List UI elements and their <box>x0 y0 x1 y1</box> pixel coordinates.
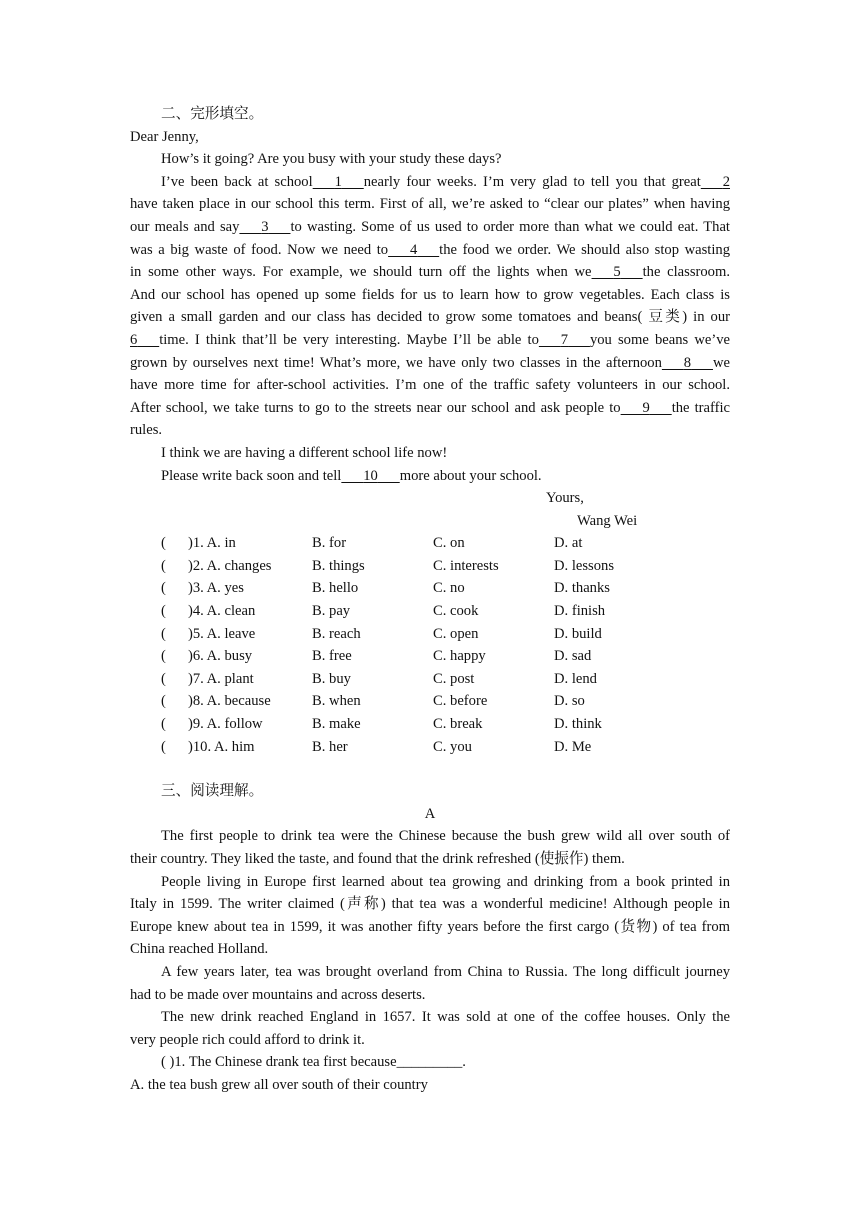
question-row <box>130 600 730 623</box>
option-b: B. make <box>312 716 361 733</box>
question-row <box>130 645 730 668</box>
option-a: )9. A. follow <box>188 716 263 733</box>
passage-line: The new drink reached England in 1657. It was sold at one of the coffee houses. Only the <box>161 1009 730 1026</box>
option-c: C. no <box>433 580 465 597</box>
option-c: C. you <box>433 738 472 755</box>
letter-line: rules. <box>130 422 163 439</box>
option-d: D. lend <box>554 670 597 687</box>
option-d: D. lessons <box>554 557 614 574</box>
letter-paragraph: I think we are having a different school life now! <box>161 444 448 461</box>
answer-paren: ( <box>161 535 166 552</box>
blank-4: 4 <box>409 241 418 258</box>
cloze-question-list <box>130 532 730 758</box>
option-d: D. thanks <box>554 580 610 597</box>
option-b: B. things <box>312 557 365 574</box>
question-row <box>130 623 730 646</box>
question-row <box>130 668 730 691</box>
letter-signature: Wang Wei <box>577 512 638 529</box>
option-c: C. before <box>433 693 488 710</box>
option-a: )6. A. busy <box>188 648 253 665</box>
blank-5: 5 <box>613 264 621 281</box>
passage-line: A few years later, tea was brought overland from China to Russia. The long difficult journey <box>161 963 730 980</box>
option-c: C. happy <box>433 648 486 665</box>
option-a: )8. A. because <box>188 693 271 710</box>
letter-line: Please write back soon and tell 10 more about your school. <box>130 465 730 488</box>
letter-line: grown by ourselves next time! What’s more, we have only two classes in the afternoon 8 we <box>130 352 730 375</box>
letter-line: I’ve been back at school 1 nearly four weeks. I’m very glad to tell you that great 2 <box>130 171 730 194</box>
passage-line: their country. They liked the taste, and found that the drink refreshed (使振作) them. <box>130 851 625 867</box>
option-d: D. finish <box>554 603 606 620</box>
option-d: D. at <box>554 535 583 552</box>
salutation: Dear Jenny, <box>130 128 199 145</box>
blank-3: 3 <box>261 218 269 235</box>
option-b: B. free <box>312 648 352 665</box>
answer-paren: ( <box>161 648 166 665</box>
letter-line: have taken place in our school this term. First of all, we’re asked to “clear our plates” when having <box>130 196 730 213</box>
letter-line: was a big waste of food. Now we need to 4 the food we order. We should also stop wasting <box>130 239 730 262</box>
option-c: C. break <box>433 716 483 733</box>
option-c: C. on <box>433 535 465 552</box>
passage-line: China reached Holland. <box>130 941 269 958</box>
option-a: )2. A. changes <box>188 557 272 574</box>
passage-line: Italy in 1599. The writer claimed (声称) that tea was a wonderful medicine! Although people in <box>130 896 730 913</box>
option-a: )1. A. in <box>188 535 236 552</box>
question-row <box>130 690 730 713</box>
option-d: D. sad <box>554 648 592 665</box>
option-b: B. hello <box>312 580 359 597</box>
answer-paren: ( <box>161 557 166 574</box>
answer-paren: ( <box>161 716 166 733</box>
answer-paren: ( <box>161 693 166 710</box>
letter-line: And our school has opened up some fields for us to learn how to grow vegetables. Each class is <box>130 286 730 303</box>
option-c: C. cook <box>433 603 479 620</box>
answer-paren: ( <box>161 580 166 597</box>
blank-6: 6 <box>130 331 138 348</box>
section-title: 三、阅读理解。 <box>161 783 264 800</box>
letter-line: 6 time. I think that’ll be very interesting. Maybe I’ll be able to 7 you some beans we’ve <box>130 329 730 352</box>
passage-line: People living in Europe first learned about tea growing and drinking from a book printed in <box>161 873 730 890</box>
blank-2: 2 <box>722 173 730 190</box>
reading-question: ( )1. The Chinese drank tea first because_________. <box>161 1054 466 1071</box>
option-a: )5. A. leave <box>188 625 256 642</box>
option-c: C. open <box>433 625 479 642</box>
passage-line: The first people to drink tea were the Chinese because the bush grew wild all over south of <box>161 828 730 845</box>
reading-option: A. the tea bush grew all over south of their country <box>130 1076 428 1093</box>
option-a: )3. A. yes <box>188 580 244 597</box>
blank-8: 8 <box>683 354 692 371</box>
option-b: B. reach <box>312 625 361 642</box>
option-a: )4. A. clean <box>188 603 256 620</box>
blank-7: 7 <box>560 331 569 348</box>
letter-paragraph: How’s it going? Are you busy with your study these days? <box>161 151 502 168</box>
option-d: D. build <box>554 625 602 642</box>
question-row <box>130 577 730 600</box>
blank-1: 1 <box>334 173 342 190</box>
option-d: D. Me <box>554 738 592 755</box>
option-d: D. so <box>554 693 585 710</box>
letter-line: have more time for after-school activities. I’m one of the traffic safety volunteers in our school. <box>130 377 730 394</box>
option-b: B. pay <box>312 603 351 620</box>
question-row <box>130 713 730 736</box>
answer-paren: ( <box>161 603 166 620</box>
passage-label: A <box>424 805 436 822</box>
letter-line: After school, we take turns to go to the streets near our school and ask people to 9 the traffic <box>130 397 730 420</box>
option-c: C. interests <box>433 557 499 574</box>
option-c: C. post <box>433 670 475 687</box>
option-b: B. for <box>312 535 347 552</box>
document-page <box>130 103 730 1097</box>
question-row <box>130 532 730 555</box>
answer-paren: ( <box>161 738 166 755</box>
passage-line: very people rich could afford to drink it. <box>130 1031 365 1048</box>
blank-9: 9 <box>642 399 650 416</box>
option-b: B. when <box>312 693 361 710</box>
question-row <box>130 736 730 759</box>
letter-line: given a small garden and our class has decided to grow some tomatoes and beans( 豆类) in our <box>130 309 730 326</box>
passage-line: had to be made over mountains and across deserts. <box>130 986 426 1003</box>
option-a: )10. A. him <box>188 738 255 755</box>
option-b: B. buy <box>312 670 351 687</box>
letter-line: in some other ways. For example, we should turn off the lights when we 5 the classroom. <box>130 261 730 284</box>
letter-closing: Yours, <box>546 490 584 507</box>
option-a: )7. A. plant <box>188 670 254 687</box>
section-title: 二、完形填空。 <box>161 106 264 122</box>
option-b: B. her <box>312 738 348 755</box>
letter-line: our meals and say 3 to wasting. Some of us used to order more than what we could eat. That <box>130 216 730 239</box>
blank-10: 10 <box>363 467 378 484</box>
question-row <box>130 555 730 578</box>
passage-line: Europe knew about tea in 1599, it was another fifty years before the first cargo (货物) of tea from <box>130 918 730 935</box>
answer-paren: ( <box>161 625 166 642</box>
option-d: D. think <box>554 716 602 733</box>
answer-paren: ( <box>161 670 166 687</box>
